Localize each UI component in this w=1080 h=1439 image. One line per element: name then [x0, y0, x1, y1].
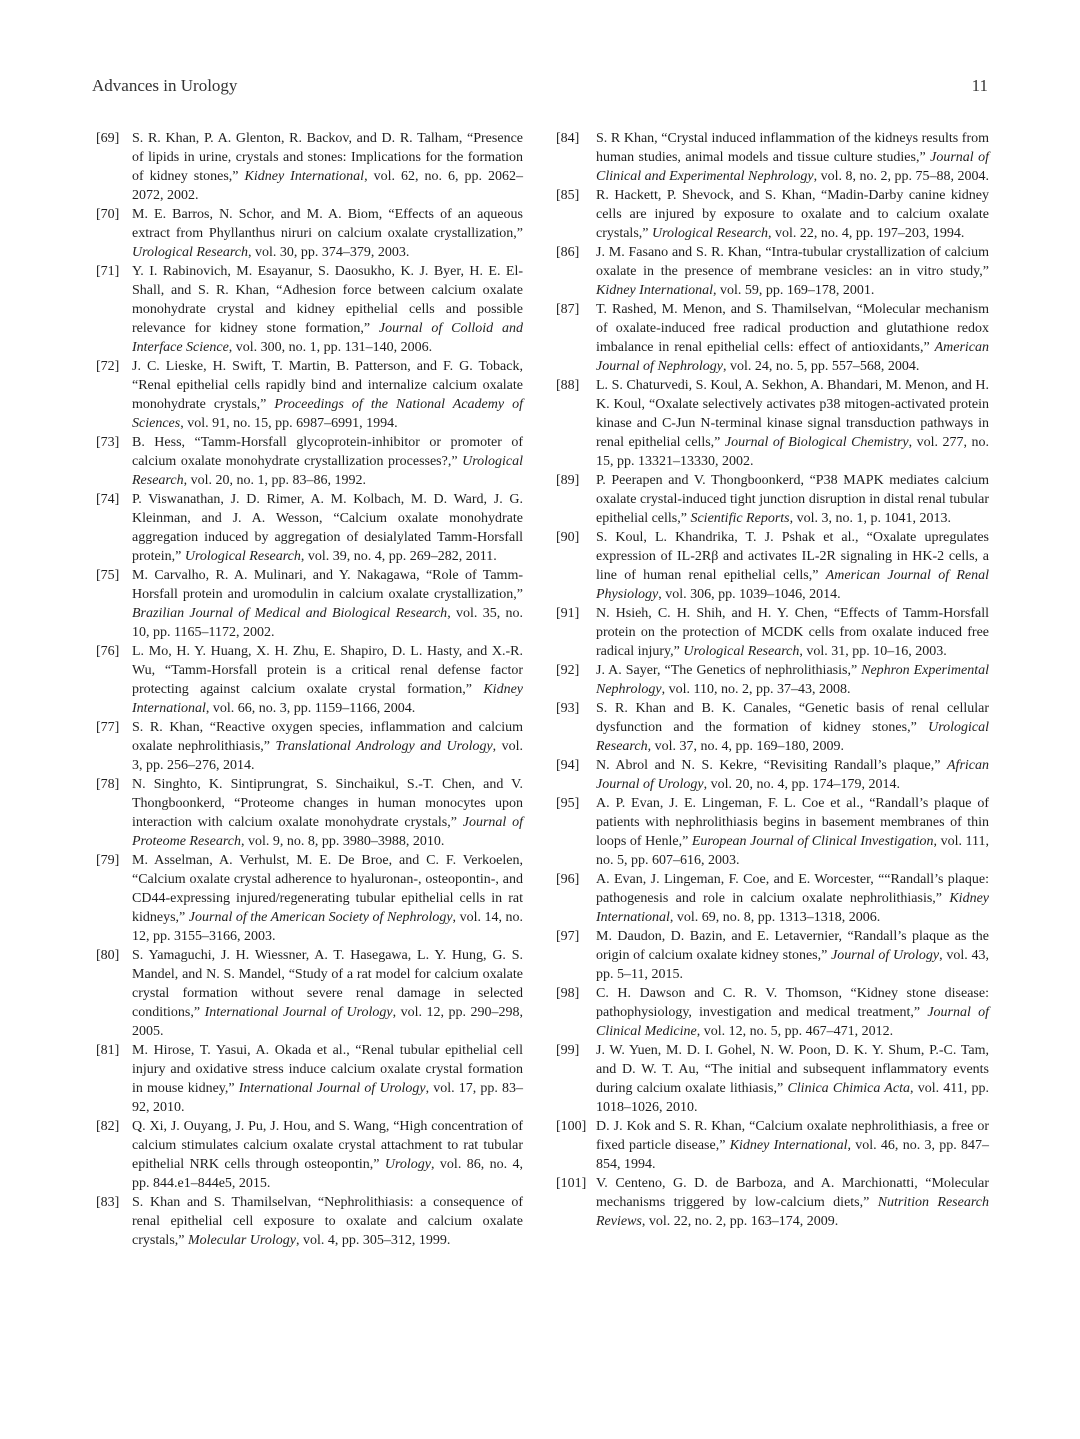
- reference-number: [100]: [556, 1119, 587, 1134]
- reference-text: S. R. Khan and B. K. Canales, “Genetic basis of renal cellular dysfunction and the formation of kidney stones,”: [596, 701, 989, 735]
- reference-number: [83]: [96, 1195, 120, 1210]
- reference-entry: [556, 1041, 989, 1117]
- reference-details: , vol. 111, no. 5, pp. 607–616, 2003.: [596, 834, 989, 868]
- reference-details: , vol. 306, pp. 1039–1046, 2014.: [658, 587, 841, 602]
- reference-number: [90]: [556, 530, 580, 545]
- reference-text: L. S. Chaturvedi, S. Koul, A. Sekhon, A. Bhandari, M. Menon, and H. K. Koul, “Oxalate selectively activates p38 mitogen-activated protein kinase and C-Jun N-terminal kinase signal transduction pathways in renal epithelial cells,”: [596, 378, 989, 450]
- reference-number: [86]: [556, 245, 580, 260]
- reference-text: S. Yamaguchi, J. H. Wiessner, A. T. Hasegawa, L. Y. Hung, G. S. Mandel, and N. S. Mandel, “Study of a rat model for calcium oxalate crystal formation without severe renal damage in selected conditions,”: [132, 948, 523, 1020]
- reference-details: , vol. 22, no. 2, pp. 163–174, 2009.: [641, 1214, 839, 1229]
- reference-text: S. Khan and S. Thamilselvan, “Nephrolithiasis: a consequence of renal epithelial cell exposure to oxalate and calcium oxalate crystals,”: [132, 1195, 523, 1248]
- reference-text: T. Rashed, M. Menon, and S. Thamilselvan, “Molecular mechanism of oxalate-induced free radical production and glutathione redox imbalance in renal epithelial cells: effect of antioxidants,”: [596, 302, 989, 355]
- reference-venue: European Journal of Clinical Investigation: [691, 834, 934, 849]
- reference-text: J. W. Yuen, M. D. I. Gohel, N. W. Poon, D. K. Y. Shum, P.-C. Tam, and D. W. T. Au, “The initial and subsequent inflammatory events during calcium oxalate lithiasis,”: [596, 1043, 989, 1096]
- reference-venue: Journal of Clinical Medicine: [596, 1005, 989, 1039]
- reference-text: M. Carvalho, R. A. Mulinari, and Y. Nakagawa, “Role of Tamm-Horsfall protein and uromodulin in calcium oxalate crystallization,”: [132, 568, 523, 602]
- reference-venue: Urological Research: [651, 226, 768, 241]
- reference-venue: Journal of Colloid and Interface Science: [132, 321, 523, 355]
- reference-entry: [556, 699, 989, 756]
- reference-details: , vol. 17, pp. 83–92, 2010.: [132, 1081, 523, 1115]
- reference-entry: [92, 851, 523, 946]
- reference-entry: [556, 927, 989, 984]
- reference-entry: [92, 566, 523, 642]
- reference-text: S. R. Khan, P. A. Glenton, R. Backov, and D. R. Talham, “Presence of lipids in urine, crystals and stones: Implications for the formation of kidney stones,”: [132, 131, 523, 184]
- reference-text: S. R. Khan, “Reactive oxygen species, inflammation and calcium oxalate nephrolithiasis,”: [132, 720, 523, 754]
- reference-venue: Urology: [384, 1157, 432, 1172]
- reference-entry: [556, 1117, 989, 1174]
- reference-entry: [556, 661, 989, 699]
- reference-entry: [556, 1174, 989, 1231]
- reference-entry: [92, 205, 523, 262]
- reference-text: P. Peerapen and V. Thongboonkerd, “P38 MAPK mediates calcium oxalate crystal-induced tight junction disruption in distal renal tubular epithelial cells,”: [596, 473, 989, 526]
- reference-entry: [556, 870, 989, 927]
- reference-details: , vol. 14, no. 12, pp. 3155–3166, 2003.: [132, 910, 524, 944]
- reference-details: , vol. 20, no. 1, pp. 83–86, 1992.: [183, 473, 366, 488]
- reference-venue: African Journal of Urology: [596, 758, 989, 792]
- reference-venue: International Journal of Urology: [204, 1005, 393, 1020]
- reference-text: J. M. Fasano and S. R. Khan, “Intra-tubular crystallization of calcium oxalate in the presence of membrane vesicles: an in vitro study,”: [596, 245, 989, 279]
- reference-venue: Scientific Reports: [690, 511, 790, 526]
- reference-venue: Brazilian Journal of Medical and Biological Research: [132, 606, 448, 621]
- reference-details: , vol. 37, no. 4, pp. 169–180, 2009.: [647, 739, 844, 754]
- reference-number: [73]: [96, 435, 120, 450]
- reference-text: M. Hirose, T. Yasui, A. Okada et al., “Renal tubular epithelial cell injury and oxidative stress induce calcium oxalate crystal formation in mouse kidney,”: [132, 1043, 523, 1096]
- reference-number: [74]: [96, 492, 120, 507]
- reference-entry: [556, 129, 989, 186]
- reference-text: C. H. Dawson and C. R. V. Thomson, “Kidney stone disease: pathophysiology, investigation and medical treatment,”: [596, 986, 989, 1020]
- reference-venue: Kidney International: [596, 891, 989, 925]
- reference-entry: [92, 129, 523, 205]
- reference-details: , vol. 3, pp. 256–276, 2014.: [132, 739, 523, 773]
- reference-entry: [92, 642, 523, 718]
- reference-details: , vol. 277, no. 15, pp. 13321–13330, 2002.: [596, 435, 989, 469]
- reference-venue: Journal of the American Society of Nephrology: [188, 910, 453, 925]
- reference-entry: [556, 756, 989, 794]
- reference-details: , vol. 43, pp. 5–11, 2015.: [596, 948, 990, 982]
- reference-venue: American Journal of Renal Physiology: [596, 568, 989, 602]
- reference-details: , vol. 12, pp. 290–298, 2005.: [132, 1005, 524, 1039]
- reference-text: M. E. Barros, N. Schor, and M. A. Biom, “Effects of an aqueous extract from Phyllanthus niruri on calcium oxalate crystallization,”: [132, 207, 523, 241]
- reference-details: , vol. 3, no. 1, p. 1041, 2013.: [789, 511, 952, 526]
- reference-venue: Journal of Urology: [831, 948, 940, 963]
- reference-details: , vol. 300, no. 1, pp. 131–140, 2006.: [228, 340, 433, 355]
- reference-venue: Journal of Biological Chemistry: [724, 435, 909, 450]
- reference-details: , vol. 12, no. 5, pp. 467–471, 2012.: [696, 1024, 894, 1039]
- reference-venue: Kidney International: [244, 169, 365, 184]
- reference-text: J. A. Sayer, “The Genetics of nephrolithiasis,”: [596, 663, 862, 678]
- reference-number: [92]: [556, 663, 580, 678]
- reference-number: [88]: [556, 378, 580, 393]
- reference-text: D. J. Kok and S. R. Khan, “Calcium oxalate nephrolithiasis, a free or fixed particle disease,”: [596, 1119, 989, 1153]
- reference-entry: [556, 471, 989, 528]
- reference-venue: Proceedings of the National Academy of Sciences: [132, 397, 523, 431]
- reference-details: , vol. 46, no. 3, pp. 847–854, 1994.: [596, 1138, 989, 1172]
- reference-number: [77]: [96, 720, 120, 735]
- reference-details: , vol. 35, no. 10, pp. 1165–1172, 2002.: [132, 606, 524, 640]
- reference-details: , vol. 86, no. 4, pp. 844.e1–844e5, 2015.: [132, 1157, 523, 1191]
- reference-number: [81]: [96, 1043, 120, 1058]
- reference-text: N. Hsieh, C. H. Shih, and H. Y. Chen, “Effects of Tamm-Horsfall protein on the protection of MCDK cells from oxalate induced free radical injury,”: [596, 606, 989, 659]
- reference-venue: Nutrition Research Reviews: [596, 1195, 989, 1229]
- reference-number: [84]: [556, 131, 580, 146]
- reference-number: [87]: [556, 302, 580, 317]
- reference-number: [71]: [96, 264, 120, 279]
- running-header: [92, 76, 988, 100]
- reference-venue: Translational Andrology and Urology: [275, 739, 493, 754]
- reference-details: , vol. 24, no. 5, pp. 557–568, 2004.: [723, 359, 920, 374]
- reference-venue: International Journal of Urology: [238, 1081, 426, 1096]
- reference-text: Q. Xi, J. Ouyang, J. Pu, J. Hou, and S. Wang, “High concentration of calcium stimulates calcium oxalate crystal attachment to rat tubular epithelial NRK cells through osteopontin,”: [132, 1119, 523, 1172]
- reference-venue: Kidney International: [596, 283, 714, 298]
- reference-details: , vol. 66, no. 3, pp. 1159–1166, 2004.: [205, 701, 416, 716]
- reference-venue: Urological Research: [683, 644, 800, 659]
- reference-details: , vol. 62, no. 6, pp. 2062–2072, 2002.: [132, 169, 523, 203]
- reference-number: [75]: [96, 568, 120, 583]
- reference-text: N. Singhto, K. Sintiprungrat, S. Sinchaikul, S.-T. Chen, and V. Thongboonkerd, “Proteome changes in human monocytes upon interaction with calcium oxalate monohydrate crystals,”: [132, 777, 523, 830]
- reference-details: , vol. 22, no. 4, pp. 197–203, 1994.: [767, 226, 965, 241]
- reference-details: , vol. 91, no. 15, pp. 6987–6991, 1994.: [180, 416, 398, 431]
- reference-venue: Nephron Experimental Nephrology: [596, 663, 989, 697]
- reference-venue: Urological Research: [596, 720, 989, 754]
- reference-text: B. Hess, “Tamm-Horsfall glycoprotein-inhibitor or promoter of calcium oxalate monohydrate crystallization processes?,”: [132, 435, 523, 469]
- reference-text: P. Viswanathan, J. D. Rimer, A. M. Kolbach, M. D. Ward, J. G. Kleinman, and J. A. Wesson, “Calcium oxalate monohydrate aggregation induced by aggregation of desialylated Tamm-Horsfall protein,”: [132, 492, 523, 564]
- reference-text: A. Evan, J. Lingeman, F. Coe, and E. Worcester, ““Randall’s plaque: pathogenesis and role in calcium oxalate nephrolithiasis,”: [596, 872, 989, 906]
- reference-entry: [92, 718, 523, 775]
- reference-entry: [92, 433, 523, 490]
- reference-text: S. R Khan, “Crystal induced inflammation of the kidneys results from human studies, animal models and tissue culture studies,”: [596, 131, 989, 165]
- reference-text: A. P. Evan, J. E. Lingeman, F. L. Coe et al., “Randall’s plaque of patients with nephrolithiasis begins in basement membranes of thin loops of Henle,”: [596, 796, 989, 849]
- reference-venue: Kidney International: [132, 682, 523, 716]
- reference-number: [99]: [556, 1043, 580, 1058]
- reference-details: , vol. 4, pp. 305–312, 1999.: [295, 1233, 451, 1248]
- reference-number: [91]: [556, 606, 580, 621]
- reference-details: , vol. 411, pp. 1018–1026, 2010.: [596, 1081, 990, 1115]
- reference-details: , vol. 69, no. 8, pp. 1313–1318, 2006.: [669, 910, 881, 925]
- reference-entry: [556, 243, 989, 300]
- reference-number: [78]: [96, 777, 120, 792]
- reference-details: , vol. 20, no. 4, pp. 174–179, 2014.: [703, 777, 900, 792]
- reference-details: , vol. 9, no. 8, pp. 3980–3988, 2010.: [240, 834, 445, 849]
- reference-number: [95]: [556, 796, 580, 811]
- reference-venue: Journal of Proteome Research: [132, 815, 523, 849]
- reference-text: Y. I. Rabinovich, M. Esayanur, S. Daosukho, K. J. Byer, H. E. El-Shall, and S. R. Khan, “Adhesion force between calcium oxalate monohydrate crystal and kidney epithelial cells and possible relevance for kidney stone formation,”: [132, 264, 523, 336]
- reference-entry: [556, 794, 989, 870]
- reference-entry: [556, 186, 989, 243]
- reference-entry: [92, 1041, 523, 1117]
- reference-entry: [556, 300, 989, 376]
- reference-entry: [556, 604, 989, 661]
- reference-venue: American Journal of Nephrology: [596, 340, 989, 374]
- reference-entry: [92, 946, 523, 1041]
- reference-text: N. Abrol and N. S. Kekre, “Revisiting Randall’s plaque,”: [596, 758, 947, 773]
- reference-number: [97]: [556, 929, 580, 944]
- reference-number: [79]: [96, 853, 120, 868]
- reference-number: [98]: [556, 986, 580, 1001]
- reference-details: , vol. 31, pp. 10–16, 2003.: [799, 644, 947, 659]
- reference-number: [85]: [556, 188, 580, 203]
- reference-details: , vol. 39, no. 4, pp. 269–282, 2011.: [300, 549, 497, 564]
- reference-text: S. Koul, L. Khandrika, T. J. Pshak et al., “Oxalate upregulates expression of IL-2Rβ and activates IL-2R signaling in HK-2 cells, a line of human renal epithelial cells,”: [596, 530, 989, 583]
- reference-venue: Urological Research: [184, 549, 301, 564]
- reference-text: V. Centeno, G. D. de Barboza, and A. Marchionatti, “Molecular mechanisms triggered by low-calcium diets,”: [596, 1176, 989, 1210]
- reference-entry: [92, 1117, 523, 1193]
- reference-entry: [556, 376, 989, 471]
- journal-title: Advances in Urology: [92, 76, 238, 95]
- reference-venue: Molecular Urology: [187, 1233, 296, 1248]
- reference-number: [80]: [96, 948, 120, 963]
- reference-details: , vol. 8, no. 2, pp. 75–88, 2004.: [813, 169, 990, 184]
- references-left-column: [92, 129, 523, 1250]
- reference-entry: [92, 262, 523, 357]
- reference-number: [82]: [96, 1119, 120, 1134]
- reference-entry: [92, 357, 523, 433]
- reference-details: , vol. 110, no. 2, pp. 37–43, 2008.: [661, 682, 851, 697]
- reference-number: [93]: [556, 701, 580, 716]
- reference-venue: Clinica Chimica Acta: [787, 1081, 910, 1096]
- reference-number: [72]: [96, 359, 120, 374]
- reference-entry: [92, 775, 523, 851]
- reference-entry: [556, 528, 989, 604]
- references-right-column: [556, 129, 989, 1231]
- reference-entry: [92, 490, 523, 566]
- reference-venue: Journal of Clinical and Experimental Nephrology: [596, 150, 989, 184]
- reference-number: [70]: [96, 207, 120, 222]
- reference-number: [96]: [556, 872, 580, 887]
- page-number: 11: [971, 76, 988, 95]
- reference-text: L. Mo, H. Y. Huang, X. H. Zhu, E. Shapiro, D. L. Hasty, and X.-R. Wu, “Tamm-Horsfall protein is a critical renal defense factor protecting against calcium oxalate crystal formation,”: [132, 644, 523, 697]
- reference-number: [69]: [96, 131, 120, 146]
- reference-venue: Kidney International: [729, 1138, 848, 1153]
- reference-venue: Urological Research: [132, 245, 248, 260]
- reference-text: M. Asselman, A. Verhulst, M. E. De Broe, and C. F. Verkoelen, “Calcium oxalate crystal adherence to hyaluronan-, osteopontin-, and CD44-expressing injured/regenerating tubular epithelial cells in rat kidneys,”: [132, 853, 523, 925]
- reference-details: , vol. 59, pp. 169–178, 2001.: [713, 283, 875, 298]
- reference-details: , vol. 30, pp. 374–379, 2003.: [248, 245, 410, 260]
- reference-number: [101]: [556, 1176, 587, 1191]
- reference-entry: [92, 1193, 523, 1250]
- reference-text: J. C. Lieske, H. Swift, T. Martin, B. Patterson, and F. G. Toback, “Renal epithelial cells rapidly bind and internalize calcium oxalate monohydrate crystals,”: [132, 359, 523, 412]
- reference-text: R. Hackett, P. Shevock, and S. Khan, “Madin-Darby canine kidney cells are injured by exposure to oxalate and to calcium oxalate crystals,”: [596, 188, 989, 241]
- reference-venue: Urological Research: [132, 454, 523, 488]
- reference-number: [94]: [556, 758, 580, 773]
- reference-number: [89]: [556, 473, 580, 488]
- reference-entry: [556, 984, 989, 1041]
- reference-number: [76]: [96, 644, 120, 659]
- reference-text: M. Daudon, D. Bazin, and E. Letavernier, “Randall’s plaque as the origin of calcium oxalate kidney stones,”: [596, 929, 989, 963]
